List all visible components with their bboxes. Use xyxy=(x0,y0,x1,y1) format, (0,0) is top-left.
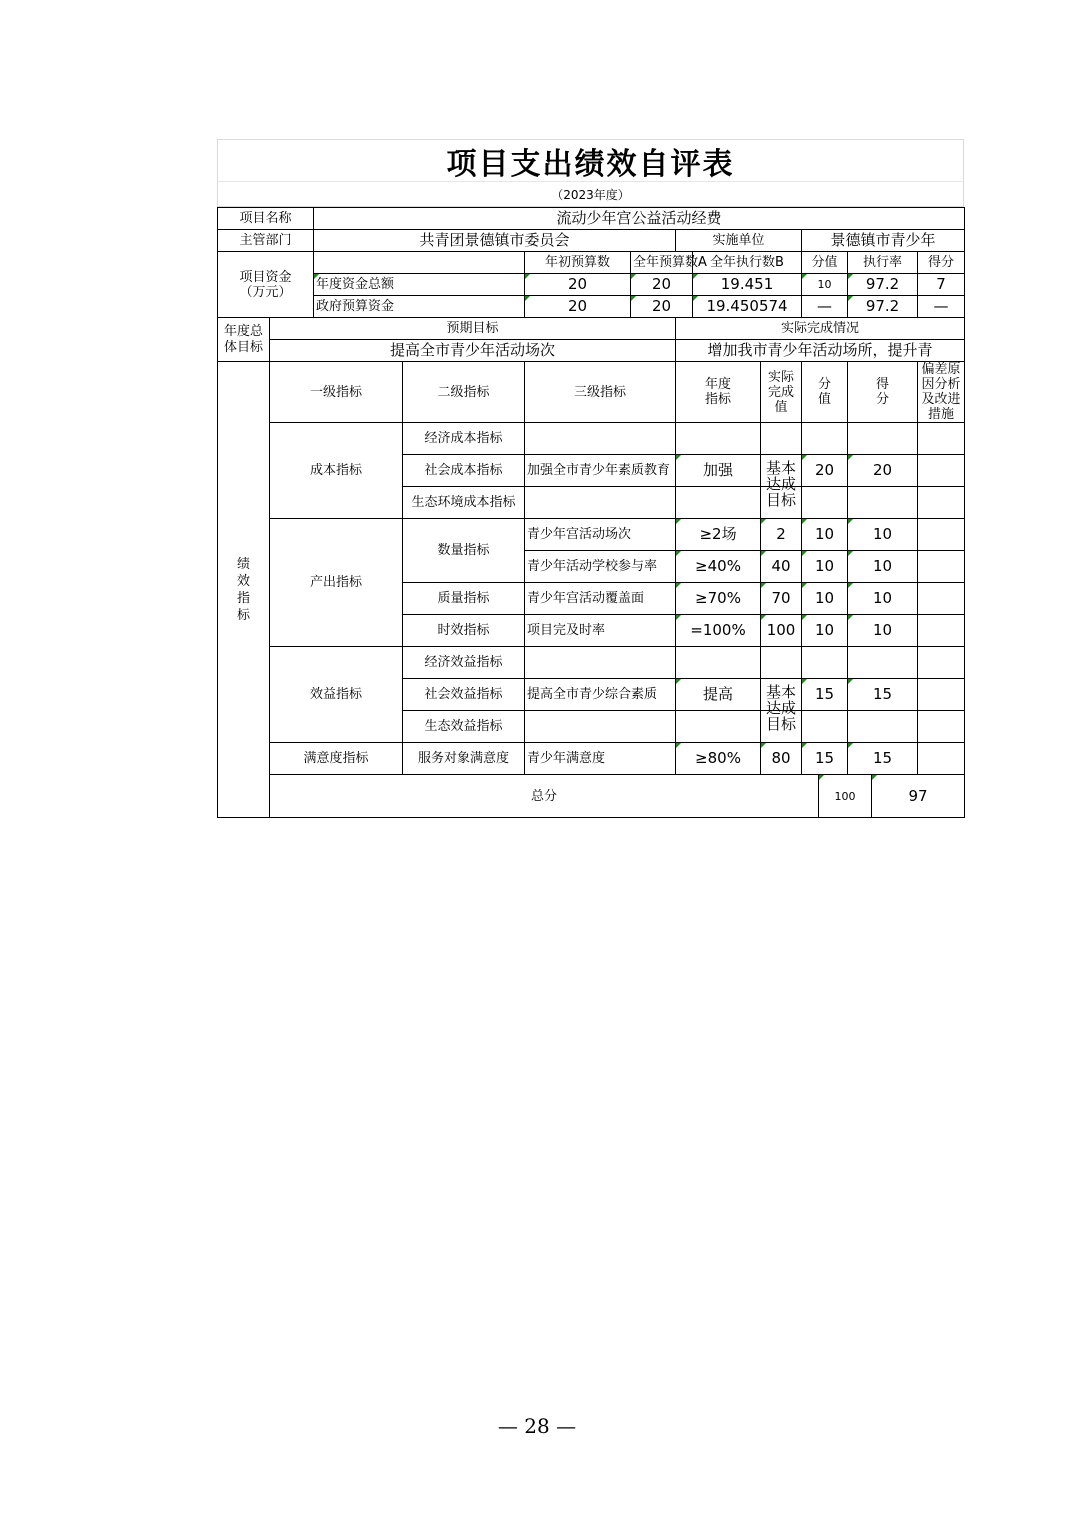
level3-cell: 提高全市青少综合素质 xyxy=(525,679,676,711)
score-cell xyxy=(848,647,918,679)
total-row xyxy=(218,775,965,818)
funds-total-annual: 20 xyxy=(631,274,693,296)
target-cell: ≥40% xyxy=(676,551,761,583)
title-row xyxy=(217,139,964,181)
actual-cell: 2 xyxy=(761,519,802,551)
indicator-header-level1: 一级指标 xyxy=(270,362,403,423)
value-cell xyxy=(802,647,848,679)
score-cell: 10 xyxy=(848,551,918,583)
actual-cell: 80 xyxy=(761,743,802,775)
funds-gov-row xyxy=(218,296,965,318)
score-cell: 15 xyxy=(848,743,918,775)
actual-cell: 基本达成目标 xyxy=(761,679,802,711)
level3-cell xyxy=(525,647,676,679)
deviation-cell xyxy=(918,519,965,551)
level3-cell: 青少年活动学校参与率 xyxy=(525,551,676,583)
deviation-cell xyxy=(918,551,965,583)
value-cell: 10 xyxy=(802,551,848,583)
level2-cell: 服务对象满意度 xyxy=(403,743,525,775)
level3-cell: 青少年宫活动覆盖面 xyxy=(525,583,676,615)
level2-cell: 时效指标 xyxy=(403,615,525,647)
target-cell xyxy=(676,487,761,519)
goals-label: 年度总体目标 xyxy=(218,318,270,362)
value-cell: 10 xyxy=(802,615,848,647)
funds-gov-annual: 20 xyxy=(631,296,693,318)
funds-label: 项目资金 （万元） xyxy=(218,252,314,318)
deviation-cell xyxy=(918,487,965,519)
target-cell xyxy=(676,423,761,455)
goals-expected-header: 预期目标 xyxy=(270,318,676,340)
indicator-header-level3: 三级指标 xyxy=(525,362,676,423)
goals-actual-header: 实际完成情况 xyxy=(676,318,965,340)
funds-header-score: 得分 xyxy=(918,252,965,274)
deviation-cell xyxy=(918,647,965,679)
page-title: 项目支出绩效自评表 xyxy=(446,146,735,182)
score-cell xyxy=(848,487,918,519)
indicator-side-label: 绩效指标 xyxy=(218,362,270,818)
indicator-header-level2: 二级指标 xyxy=(403,362,525,423)
goals-content-row xyxy=(218,340,965,362)
actual-cell xyxy=(761,423,802,455)
level3-cell xyxy=(525,423,676,455)
funds-total-rate: 97.2 xyxy=(848,274,918,296)
deviation-cell xyxy=(918,711,965,743)
deviation-cell xyxy=(918,615,965,647)
funds-total-initial: 20 xyxy=(525,274,631,296)
indicator-header-target: 年度 指标 xyxy=(676,362,761,423)
page-number: — 28 — xyxy=(497,1414,577,1438)
funds-header-score-value: 分值 xyxy=(802,252,848,274)
target-cell: 提高 xyxy=(676,679,761,711)
project-name-row xyxy=(218,208,965,230)
deviation-cell xyxy=(918,583,965,615)
goals-expected: 提高全市青少年活动场次 xyxy=(270,340,676,362)
evaluation-table xyxy=(217,207,965,818)
value-cell: 10 xyxy=(802,583,848,615)
target-cell: 加强 xyxy=(676,455,761,487)
funds-gov-score-value: — xyxy=(802,296,848,318)
level3-cell: 青少年满意度 xyxy=(525,743,676,775)
funds-total-score-value: 10 xyxy=(802,274,848,296)
impl-value: 景德镇市青少年 xyxy=(802,230,965,252)
level2-cell: 社会效益指标 xyxy=(403,679,525,711)
deviation-cell xyxy=(918,743,965,775)
level1-cell: 成本指标 xyxy=(270,423,403,519)
deviation-cell xyxy=(918,679,965,711)
funds-header-initial: 年初预算数 xyxy=(525,252,631,274)
level2-cell: 生态效益指标 xyxy=(403,711,525,743)
level3-cell: 项目完及时率 xyxy=(525,615,676,647)
level3-cell xyxy=(525,711,676,743)
indicator-row xyxy=(218,647,965,679)
funds-header-blank xyxy=(314,252,525,274)
total-label: 总分 xyxy=(270,775,819,818)
evaluation-sheet xyxy=(217,139,964,818)
dept-label: 主管部门 xyxy=(218,230,314,252)
impl-label: 实施单位 xyxy=(676,230,802,252)
score-cell: 10 xyxy=(848,583,918,615)
score-cell xyxy=(848,423,918,455)
level2-cell: 经济效益指标 xyxy=(403,647,525,679)
indicator-row xyxy=(218,743,965,775)
value-cell xyxy=(802,711,848,743)
actual-cell: 100 xyxy=(761,615,802,647)
actual-cell: 70 xyxy=(761,583,802,615)
score-cell: 20 xyxy=(848,455,918,487)
target-cell: ≥2场 xyxy=(676,519,761,551)
level3-cell xyxy=(525,487,676,519)
year-label: （2023年度） xyxy=(551,187,630,202)
dept-value: 共青团景德镇市委员会 xyxy=(314,230,676,252)
level1-cell: 效益指标 xyxy=(270,647,403,743)
level2-cell: 经济成本指标 xyxy=(403,423,525,455)
score-cell: 15 xyxy=(848,679,918,711)
actual-cell xyxy=(761,711,802,743)
actual-cell xyxy=(761,647,802,679)
level2-cell: 数量指标 xyxy=(403,519,525,583)
level1-cell: 产出指标 xyxy=(270,519,403,647)
actual-cell xyxy=(761,487,802,519)
funds-gov-score: — xyxy=(918,296,965,318)
funds-gov-rate: 97.2 xyxy=(848,296,918,318)
level3-cell: 青少年宫活动场次 xyxy=(525,519,676,551)
funds-header-rate: 执行率 xyxy=(848,252,918,274)
funds-header-annual: 全年预算数A xyxy=(631,252,693,274)
funds-header-row xyxy=(218,252,965,274)
value-cell: 15 xyxy=(802,679,848,711)
total-value: 100 xyxy=(819,775,872,818)
score-cell: 10 xyxy=(848,615,918,647)
level2-cell: 社会成本指标 xyxy=(403,455,525,487)
funds-gov-initial: 20 xyxy=(525,296,631,318)
funds-gov-label: 政府预算资金 xyxy=(314,296,525,318)
goals-actual: 增加我市青少年活动场所，提升青 xyxy=(676,340,965,362)
indicator-row xyxy=(218,519,965,551)
level3-cell: 加强全市青少年素质教育 xyxy=(525,455,676,487)
goals-header-row xyxy=(218,318,965,340)
funds-gov-executed: 19.450574 xyxy=(693,296,802,318)
funds-total-score: 7 xyxy=(918,274,965,296)
funds-total-row xyxy=(218,274,965,296)
dept-row xyxy=(218,230,965,252)
actual-cell: 基本达成目标 xyxy=(761,455,802,487)
target-cell: ≥70% xyxy=(676,583,761,615)
score-cell xyxy=(848,711,918,743)
project-name-value: 流动少年宫公益活动经费 xyxy=(314,208,965,230)
indicator-header-row xyxy=(218,362,965,423)
value-cell: 10 xyxy=(802,519,848,551)
level2-cell: 生态环境成本指标 xyxy=(403,487,525,519)
level2-cell: 质量指标 xyxy=(403,583,525,615)
indicator-row xyxy=(218,423,965,455)
actual-cell: 40 xyxy=(761,551,802,583)
funds-header-executed: 全年执行数B xyxy=(693,252,802,274)
funds-total-label: 年度资金总额 xyxy=(314,274,525,296)
value-cell: 15 xyxy=(802,743,848,775)
target-cell: ≥80% xyxy=(676,743,761,775)
value-cell: 20 xyxy=(802,455,848,487)
score-cell: 10 xyxy=(848,519,918,551)
indicator-header-deviation: 偏差原因分析 及改进措施 xyxy=(918,362,965,423)
total-score: 97 xyxy=(872,775,965,818)
level1-cell: 满意度指标 xyxy=(270,743,403,775)
value-cell xyxy=(802,487,848,519)
indicator-header-value: 分 值 xyxy=(802,362,848,423)
target-cell: =100% xyxy=(676,615,761,647)
deviation-cell xyxy=(918,423,965,455)
deviation-cell xyxy=(918,455,965,487)
year-row xyxy=(217,181,964,207)
target-cell xyxy=(676,711,761,743)
funds-total-executed: 19.451 xyxy=(693,274,802,296)
indicator-header-score: 得 分 xyxy=(848,362,918,423)
project-name-label: 项目名称 xyxy=(218,208,314,230)
indicator-header-actual: 实际 完成值 xyxy=(761,362,802,423)
value-cell xyxy=(802,423,848,455)
target-cell xyxy=(676,647,761,679)
